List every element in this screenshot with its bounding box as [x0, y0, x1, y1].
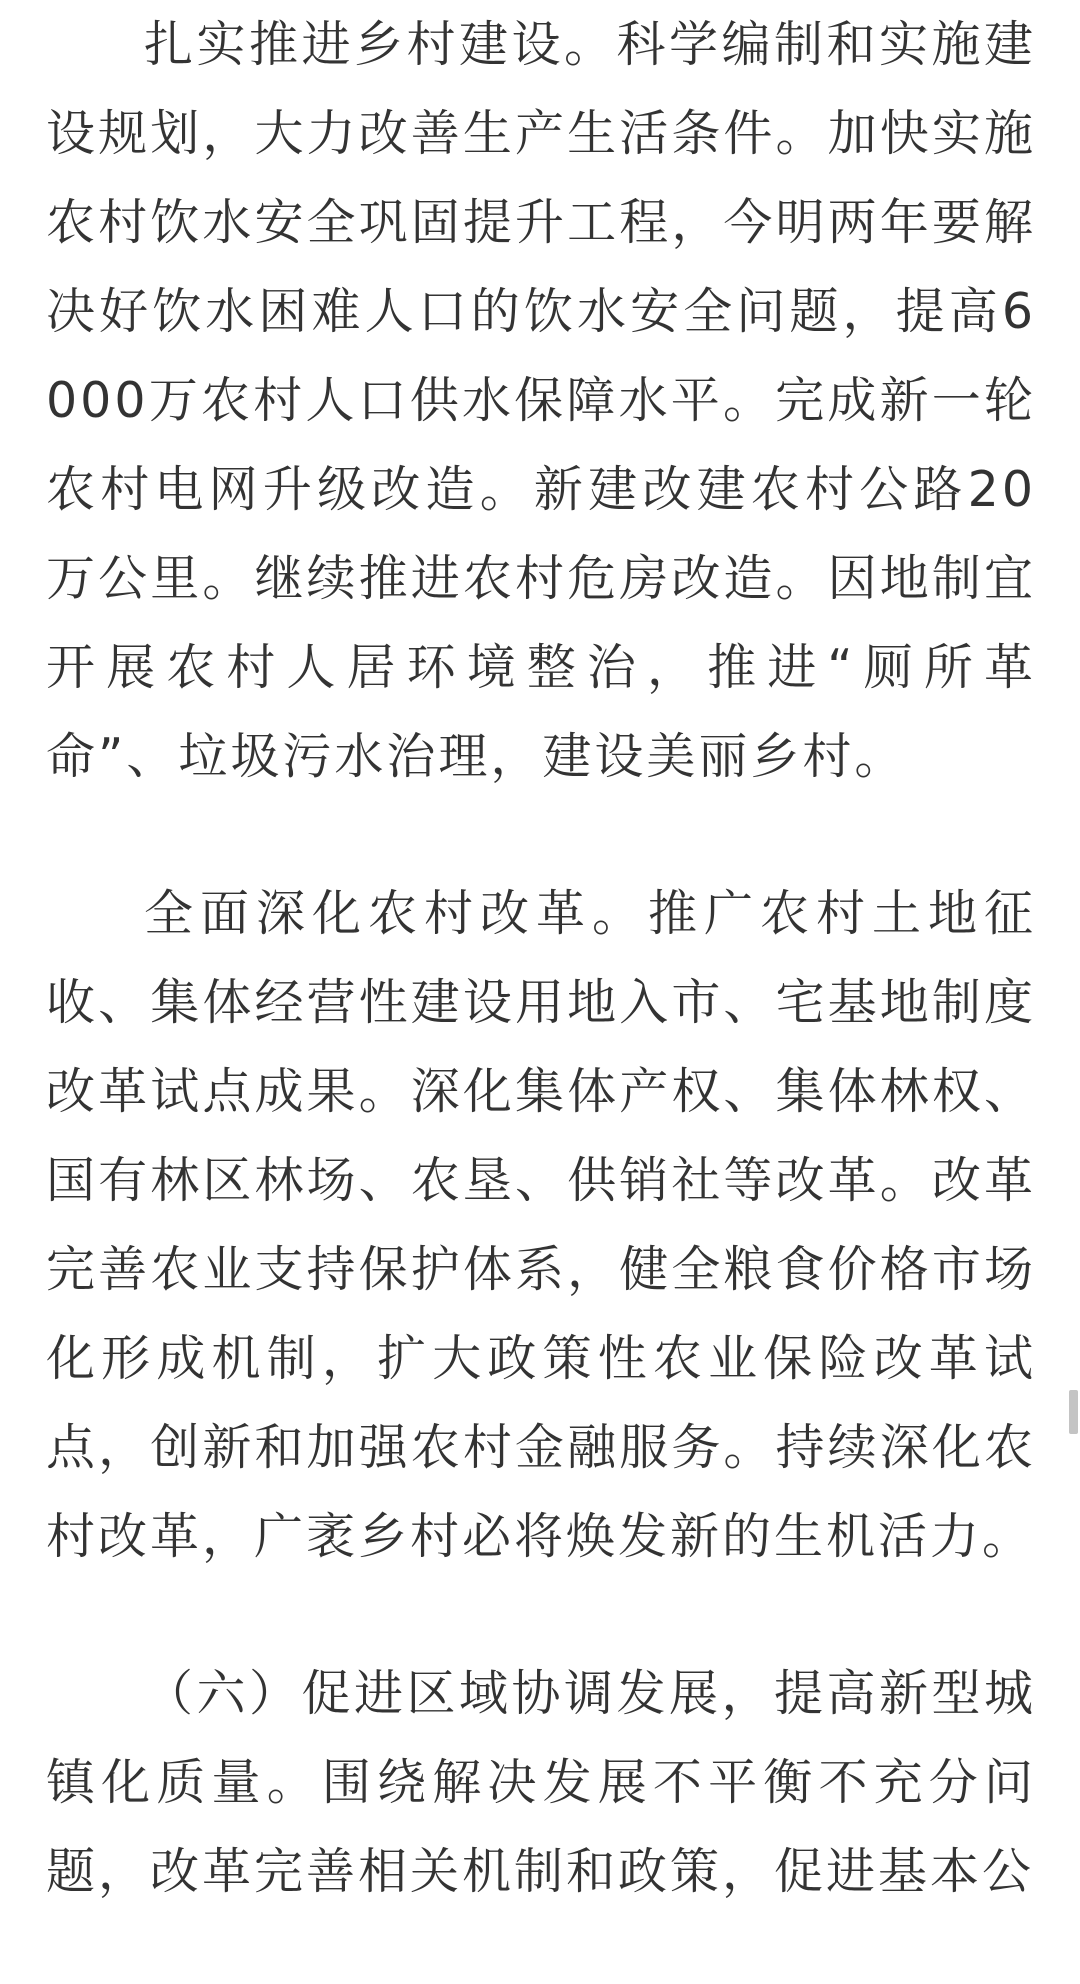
scrollbar-thumb[interactable]: [1069, 1390, 1078, 1434]
article-paragraph-rural-reform: 全面深化农村改革。推广农村土地征收、集体经营性建设用地入市、宅基地制度改革试点成果。深化集体产权、集体林权、国有林区林场、农垦、供销社等改革。改革完善农业支持保护体系，健全粮食价格市场化形成机制，扩大政策性农业保险改革试点，创新和加强农村金融服务。持续深化农村改革，广袤乡村必将焕发新的生机活力。: [46, 885, 1036, 1565]
article-paragraph-regional-development: （六）促进区域协调发展，提高新型城镇化质量。围绕解决发展不平衡不充分问题，改革完善相关机制和政策，促进基本公: [46, 1665, 1036, 1900]
article-paragraph-rural-construction: 扎实推进乡村建设。科学编制和实施建设规划，大力改善生产生活条件。加快实施农村饮水安全巩固提升工程，今明两年要解决好饮水困难人口的饮水安全问题，提高6000万农村人口供水保障水平。完成新一轮农村电网升级改造。新建改建农村公路20万公里。继续推进农村危房改造。因地制宜开展农村人居环境整治，推进“厕所革命”、垃圾污水治理，建设美丽乡村。: [46, 16, 1036, 785]
article-body: [46, 0, 1036, 1984]
